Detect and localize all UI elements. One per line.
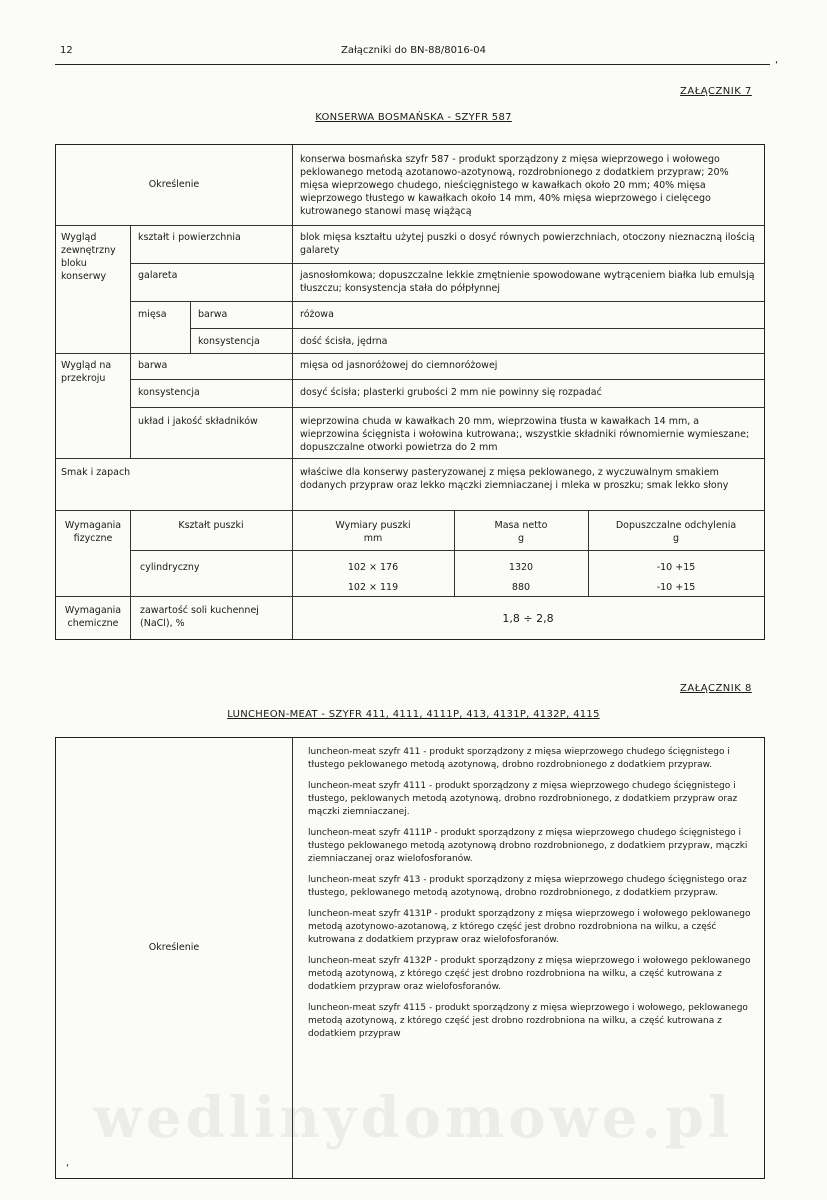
definition-4115: luncheon-meat szyfr 4115 - produkt sporządzony z mięsa wieprzowego i wołowego, peklowanego metodą azotynową, z którego część jest drobno rozdrobniona na wilku, a część kutrowana z dodatkiem przypraw — [308, 1003, 748, 1039]
przekroj-barwa-label: barwa — [138, 360, 168, 371]
definition-4132p: luncheon-meat szyfr 4132P - produkt sporządzony z mięsa wieprzowego i wołowego peklowanego metodą azotynową, z którego część jest drobno rozdrobniona na wilku, a część kutrowana z dodatkiem przypraw oraz wielofosforanów. — [308, 956, 751, 992]
ksztalt-label: kształt i powierzchnia — [138, 232, 241, 243]
definition-411: luncheon-meat szyfr 411 - produkt sporządzony z mięsa wieprzowego chudego ścięgnistego i tłustego peklowanego metodą azotynową, drobno rozdrobnionego z dodatkiem przypraw. — [308, 747, 730, 770]
galareta-label: galareta — [138, 270, 178, 281]
wyglad-zewnetrzny-label: Wygląd zewnętrzny bloku konserwy — [61, 232, 116, 282]
miesa-label: mięsa — [138, 309, 167, 320]
col-masa-header: Masa netto — [494, 520, 548, 531]
scan-mark-bottom: ‘ — [66, 1163, 70, 1174]
table-row-2-wymiary: 102 × 119 — [347, 582, 399, 593]
chem-param: zawartość soli kuchennej (NaCl), % — [140, 605, 259, 629]
annex7-title: KONSERWA BOSMAŃSKA - SZYFR 587 — [315, 112, 512, 123]
scan-mark: ‘ — [775, 60, 779, 71]
przekroj-label: Wygląd na przekroju — [61, 360, 112, 384]
barwa-label: barwa — [198, 309, 228, 320]
col-wymiary-unit: mm — [363, 533, 383, 544]
document-header-title: Załączniki do BN-88/8016-04 — [340, 45, 487, 56]
annex8-label: ZAŁĄCZNIK 8 — [680, 683, 752, 694]
barwa-text: różowa — [300, 309, 334, 320]
col-odchylenia-header: Dopuszczalne odchylenia — [615, 520, 737, 531]
przekroj-konsystencja-label: konsystencja — [138, 387, 200, 398]
uklad-label: układ i jakość składników — [138, 416, 258, 427]
ksztalt-text: blok mięsa kształtu użytej puszki o dosyć równych powierzchniach, otoczony nieznaczną ilością galarety — [300, 232, 755, 256]
chem-value: 1,8 ÷ 2,8 — [502, 612, 554, 625]
table-row-1-wymiary: 102 × 176 — [347, 562, 399, 573]
watermark: wedlinydomowe.pl — [93, 1085, 734, 1151]
smak-label: Smak i zapach — [61, 467, 131, 478]
przekroj-barwa-text: mięsa od jasnoróżowej do ciemnoróżowej — [300, 360, 498, 371]
col-ksztalt-header: Kształt puszki — [178, 520, 244, 531]
col-wymiary-header: Wymiary puszki — [335, 520, 411, 531]
annex7-label: ZAŁĄCZNIK 7 — [680, 86, 752, 97]
uklad-text: wieprzowina chuda w kawałkach 20 mm, wieprzowina tłusta w kawałkach 14 mm, a wieprzowina ścięgnista i wołowina kutrowana;, wszystkie składniki równomiernie wymieszane; dopuszczalne otworki powietrza do 2 mm — [300, 416, 750, 453]
annex7-table — [55, 144, 765, 640]
shape-cylindryczny: cylindryczny — [140, 562, 200, 573]
table-row-1-odchyl: -10 +15 — [656, 562, 696, 573]
definition-4131p: luncheon-meat szyfr 4131P - produkt sporządzony z mięsa wieprzowego i wołowego peklowanego metodą azotynowo-azotanową, z którego część jest drobno rozdrobniona na wilku, a część kutrowana z dodatkiem przypraw oraz wielofosforanów. — [308, 909, 751, 945]
col-masa-unit: g — [517, 533, 525, 544]
col-odchylenia-unit: g — [672, 533, 680, 544]
okreslenie-label: Określenie — [148, 179, 200, 190]
page-number: 12 — [60, 45, 73, 56]
annex8-title: LUNCHEON-MEAT - SZYFR 411, 4111, 4111P, 413, 4131P, 4132P, 4115 — [227, 709, 600, 720]
konsystencja-label: konsystencja — [198, 336, 260, 347]
header-rule — [55, 64, 770, 65]
annex8-okreslenie-label: Określenie — [148, 942, 200, 953]
table-row-2-odchyl: -10 +15 — [656, 582, 696, 593]
okreslenie-text: konserwa bosmańska szyfr 587 - produkt sporządzony z mięsa wieprzowego i wołowego peklowanego metodą azotanowo-azotynową, rozdrobnionego z dodatkiem przypraw; 20% mięsa wieprzowego chudego, nieścięgnistego w kawałkach około 20 mm; 40% mięsa wieprzowego tłustego w kawałkach około 14 mm, 40% mięsa wieprzowego i cielęcego kutrowanego stanowi masę wiążącą — [300, 154, 729, 217]
table-row-2-masa: 880 — [511, 582, 531, 593]
table-row-1-masa: 1320 — [508, 562, 534, 573]
definition-4111p: luncheon-meat szyfr 4111P - produkt sporządzony z mięsa wieprzowego chudego ścięgnistego i tłustego peklowanego metodą azotynową drobno rozdrobnionego, z dodatkiem przypraw, mączki ziemniaczanej oraz wielofosforanów. — [308, 828, 748, 864]
przekroj-konsystencja-text: dosyć ścisła; plasterki grubości 2 mm nie powinny się rozpadać — [300, 387, 602, 398]
galareta-text: jasnosłomkowa; dopuszczalne lekkie zmętnienie spowodowane wytrąceniem białka lub emulsją tłuszczu; konsystencja stała do półpłynnej — [300, 270, 755, 294]
konsystencja-text: dość ścisła, jędrna — [300, 336, 388, 347]
chemiczne-label: Wymagania chemiczne — [64, 605, 122, 629]
annex8-definitions — [308, 746, 760, 1049]
definition-4111: luncheon-meat szyfr 4111 - produkt sporządzony z mięsa wieprzowego chudego ścięgnistego i tłustego, peklowanych metodą azotynową, drobno rozdrobnionego, z dodatkiem przypraw oraz mączki ziemniaczanej. — [308, 781, 738, 817]
fizyczne-label: Wymagania fizyczne — [64, 520, 122, 544]
definition-413: luncheon-meat szyfr 413 - produkt sporządzony z mięsa wieprzowego chudego ścięgnistego oraz tłustego, peklowanego metodą azotynową, drobno rozdrobnionego, z dodatkiem przypraw. — [308, 875, 747, 898]
smak-text: właściwe dla konserwy pasteryzowanej z mięsa peklowanego, z wyczuwalnym smakiem dodanych przypraw oraz lekko mączki ziemniaczanej i mleka w proszku; smak lekko słony — [300, 467, 729, 491]
